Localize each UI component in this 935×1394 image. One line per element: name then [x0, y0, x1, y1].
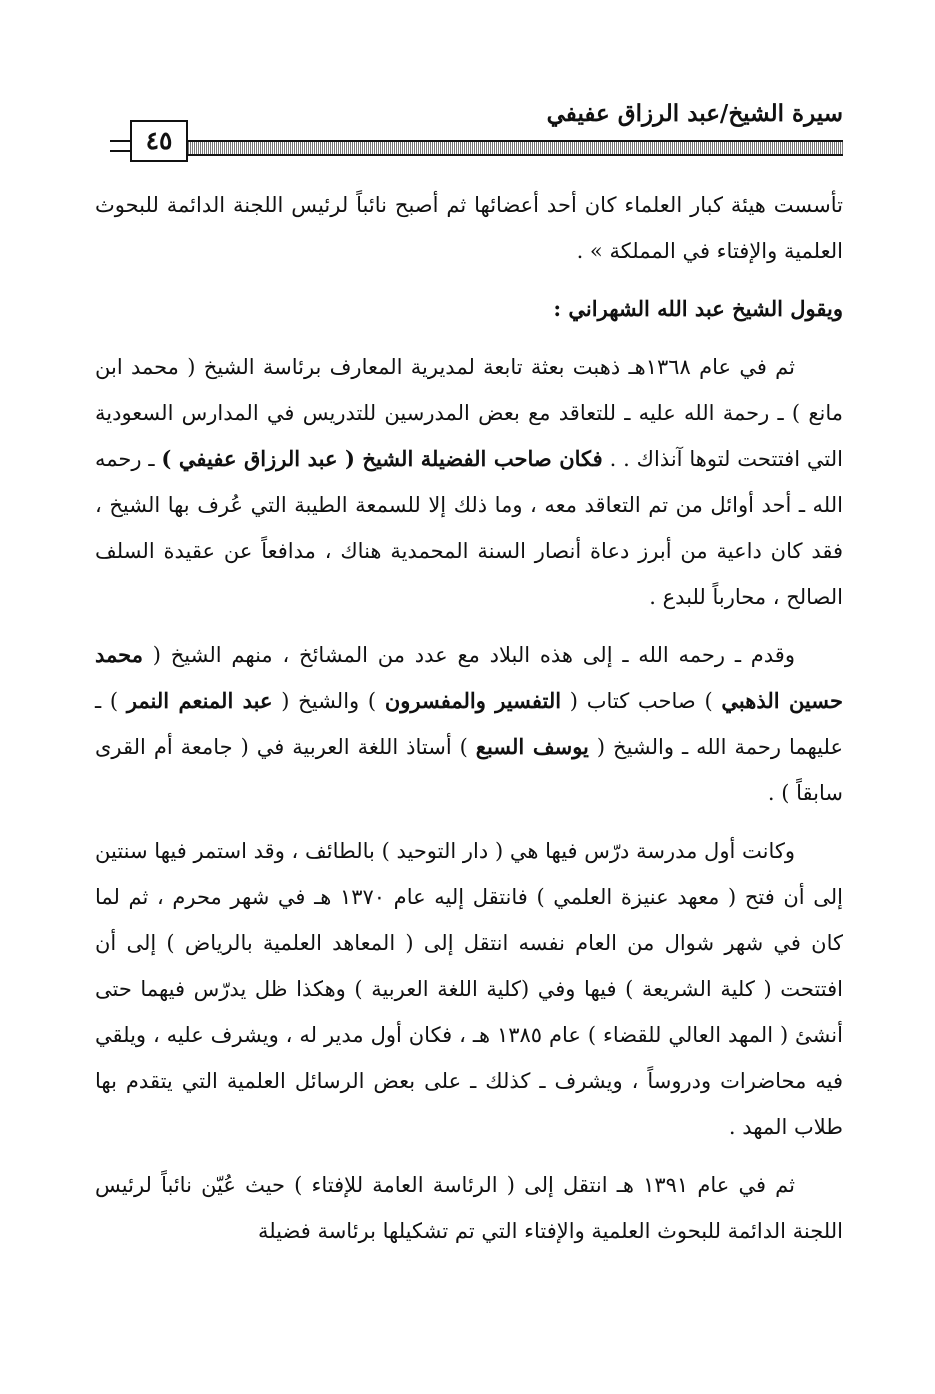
paragraph-3-text-e: ) والشيخ ( — [281, 689, 377, 713]
book-title-tafsir: التفسير والمفسرون — [384, 688, 562, 713]
running-title: سيرة الشيخ/عبد الرزاق عفيفي — [546, 100, 843, 127]
paragraph-2-bold: فكان صاحب الفضيلة الشيخ ( عبد الرزاق عفيفي ) — [161, 446, 603, 471]
paragraph-3 — [95, 632, 843, 816]
paragraph-2-text-c: ـ رحمه الله ـ أحد أوائل من تم التعاقد معه ، وما ذلك إلا للسمعة الطيبة التي عُرف بها الشيخ ، فقد كان داعية من أبرز دعاة أنصار السنة المحمدية هناك ، مدافعاً عن عقيدة السلف الصالح ، محارباً للبدع . — [95, 447, 843, 609]
paragraph-2 — [95, 344, 843, 620]
rule-stub-top — [110, 140, 130, 142]
name-muhammad-husayn-al-dhahabi: محمد حسين الذهبي — [95, 642, 843, 713]
page-number: ٤٥ — [130, 120, 188, 162]
paragraph-1: تأسست هيئة كبار العلماء كان أحد أعضائها ثم أصبح نائباً لرئيس اللجنة الدائمة للبحوث العلمية والإفتاء في المملكة » . — [95, 193, 843, 263]
paragraph-3-text-i: ) أستاذ اللغة العربية في ( جامعة أم القرى سابقاً ) . — [95, 735, 843, 805]
name-abd-al-munim-al-nimr: عبد المنعم النمر — [126, 688, 273, 713]
rule-stub-bottom — [110, 150, 130, 152]
paragraph-5: ثم في عام ١٣٩١ هـ انتقل إلى ( الرئاسة العامة للإفتاء ) حيث عُيّن نائباً لرئيس اللجنة الدائمة للبحوث العلمية والإفتاء التي تم تشكيلها برئاسة فضيلة — [95, 1173, 843, 1243]
header-rule — [132, 140, 843, 156]
paragraph-3-text-a: وقدم ـ رحمه الله ـ إلى هذه البلاد مع عدد من المشائخ ، منهم الشيخ ( — [152, 643, 795, 667]
paragraph-4: وكانت أول مدرسة درّس فيها هي ( دار التوحيد ) بالطائف ، وقد استمر فيها سنتين إلى أن فتح ( معهد عنيزة العلمي ) فانتقل إليه عام ١٣٧٠ هـ في شهر محرم ، ثم لما كان في شهر شوال من العام نفسه انتقل إلى ( المعاهد العلمية بالرياض ) إلى أن افتتحت ( كلية الشريعة ) فيها وفي (كلية اللغة العربية ) وهكذا ظل يدرّس فيهما حتى أنشئ ( المهد العالي للقضاء ) عام ١٣٨٥ هـ ، فكان أول مدير له ، ويشرف عليه ، ويلقي فيه محاضرات ودروساً ، ويشرف ـ كذلك ـ على بعض الرسائل العلمية التي يتقدم بها طلاب المهد . — [95, 839, 843, 1139]
paragraph-3-text-g: ) ـ عليهما رحمة الله ـ والشيخ ( — [95, 689, 843, 759]
paragraph-2-text-a: ثم في عام ١٣٦٨هـ ذهبت بعثة تابعة لمديرية المعارف برئاسة الشيخ ( محمد ابن مانع ) ـ رحمة الله عليه ـ للتعاقد مع بعض المدرسين للتدريس في المدارس السعودية التي افتتحت لتوها آنذاك . . — [95, 355, 843, 471]
paragraph-3-text-c: ) صاحب كتاب ( — [569, 689, 713, 713]
section-heading: ويقول الشيخ عبد الله الشهراني : — [553, 296, 843, 321]
body-text — [95, 182, 843, 1266]
name-yusuf-al-sabi: يوسف السبع — [475, 734, 589, 759]
